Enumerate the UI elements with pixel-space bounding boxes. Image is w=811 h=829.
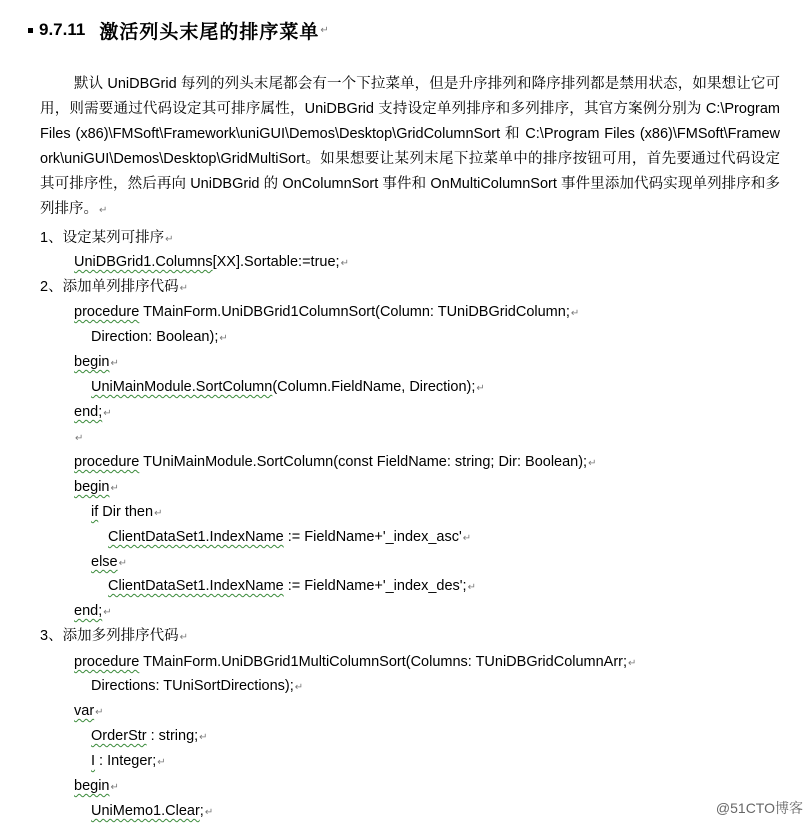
- paragraph-mark-icon: ↵: [204, 807, 214, 818]
- code-line: ClientDataSet1.IndexName := FieldName+'_index_des';↵: [108, 578, 476, 594]
- section-title: 激活列头末尾的排序菜单: [99, 21, 320, 43]
- paragraph-mark-icon: ↵: [294, 682, 304, 693]
- code-line: end;↵: [74, 404, 112, 420]
- code-line: Directions: TUniSortDirections);↵: [91, 678, 304, 694]
- code-line: UniMainModule.SortColumn(Column.FieldName, Direction);↵: [91, 379, 485, 395]
- paragraph-mark-icon: ↵: [179, 632, 188, 643]
- code-line: begin↵: [74, 479, 119, 495]
- paragraph-mark-icon: ↵: [99, 205, 108, 216]
- paragraph-mark-icon: ↵: [75, 433, 84, 444]
- paragraph-mark-icon: ↵: [476, 383, 485, 394]
- paragraph-mark-icon: ↵: [110, 782, 119, 793]
- code-line: procedure TMainForm.UniDBGrid1ColumnSort(Column: TUniDBGridColumn;↵: [74, 304, 580, 320]
- paragraph-mark-icon: ↵: [103, 408, 112, 419]
- paragraph-mark-icon: ↵: [157, 757, 166, 768]
- paragraph-mark-icon: ↵: [95, 707, 104, 718]
- step-2-label: 2、添加单列排序代码↵: [40, 279, 188, 295]
- paragraph-mark-icon: ↵: [340, 258, 349, 269]
- code-line: I : Integer;↵: [91, 753, 166, 769]
- code-line: Direction: Boolean);↵: [91, 329, 228, 345]
- code-line: end;↵: [74, 603, 112, 619]
- code-line: begin↵: [74, 354, 119, 370]
- code-line: ClientDataSet1.IndexName := FieldName+'_index_asc'↵: [108, 529, 472, 545]
- code-line: procedure TUniMainModule.SortColumn(const FieldName: string; Dir: Boolean);↵: [74, 454, 597, 470]
- code-line: begin↵: [74, 778, 119, 794]
- paragraph-mark-icon: ↵: [103, 607, 112, 618]
- paragraph-mark-icon: ↵: [110, 358, 119, 369]
- code-line: else↵: [91, 554, 127, 570]
- watermark: @51CTO博客: [715, 800, 803, 816]
- code-line: OrderStr : string;↵: [91, 728, 208, 744]
- section-heading: [28, 14, 329, 46]
- code-line: procedure TMainForm.UniDBGrid1MultiColumnSort(Columns: TUniDBGridColumnArr;↵: [74, 654, 637, 670]
- paragraph-mark-icon: ↵: [110, 483, 119, 494]
- step-3-label: 3、添加多列排序代码↵: [40, 628, 188, 644]
- code-line: var↵: [74, 703, 104, 719]
- intro-text: 默认 UniDBGrid 每列的列头末尾都会有一个下拉菜单，但是升序排列和降序排列都是禁用状态，如果想让它可用，则需要通过代码设定其可排序属性，UniDBGrid 支持设定单列排序和多列排序，其官方案例分别为 C:\Program Files (x86)\FMSoft\Framework\uniGUI\Demos\Desktop\GridColumnSort 和 C:\Program Files (x86)\FMSoft\Framework\uniGUI\Demos\Desktop\GridMultiSort。如果想要让某列末尾下拉菜单中的排序按钮可用，首先要通过代码设定其可排序性，然后再向 UniDBGrid 的 OnColumnSort 事件和 OnMultiColumnSort 事件里添加代码实现单列排序和多列排序。: [40, 76, 781, 217]
- paragraph-mark-icon: ↵: [165, 234, 174, 245]
- paragraph-mark-icon: ↵: [588, 458, 597, 469]
- paragraph-mark-icon: ↵: [118, 558, 127, 569]
- paragraph-mark-icon: ↵: [219, 333, 228, 344]
- code-line: if Dir then↵: [91, 504, 163, 520]
- blank-line: [74, 425, 83, 449]
- paragraph-mark-icon: ↵: [320, 24, 329, 36]
- paragraph-mark-icon: ↵: [199, 732, 208, 743]
- paragraph-mark-icon: ↵: [179, 283, 188, 294]
- paragraph-mark-icon: ↵: [154, 508, 163, 519]
- intro-paragraph: [40, 72, 780, 223]
- step-1-label: 1、设定某列可排序↵: [40, 230, 174, 246]
- paragraph-mark-icon: ↵: [467, 582, 476, 593]
- paragraph-mark-icon: ↵: [462, 533, 472, 544]
- paragraph-mark-icon: ↵: [628, 658, 637, 669]
- code-line: UniMemo1.Clear;↵: [91, 803, 214, 819]
- paragraph-mark-icon: ↵: [570, 308, 580, 319]
- code-line: UniDBGrid1.Columns[XX].Sortable:=true;↵: [74, 254, 349, 270]
- section-number: 9.7.11: [39, 20, 86, 39]
- bullet-icon: [28, 28, 33, 33]
